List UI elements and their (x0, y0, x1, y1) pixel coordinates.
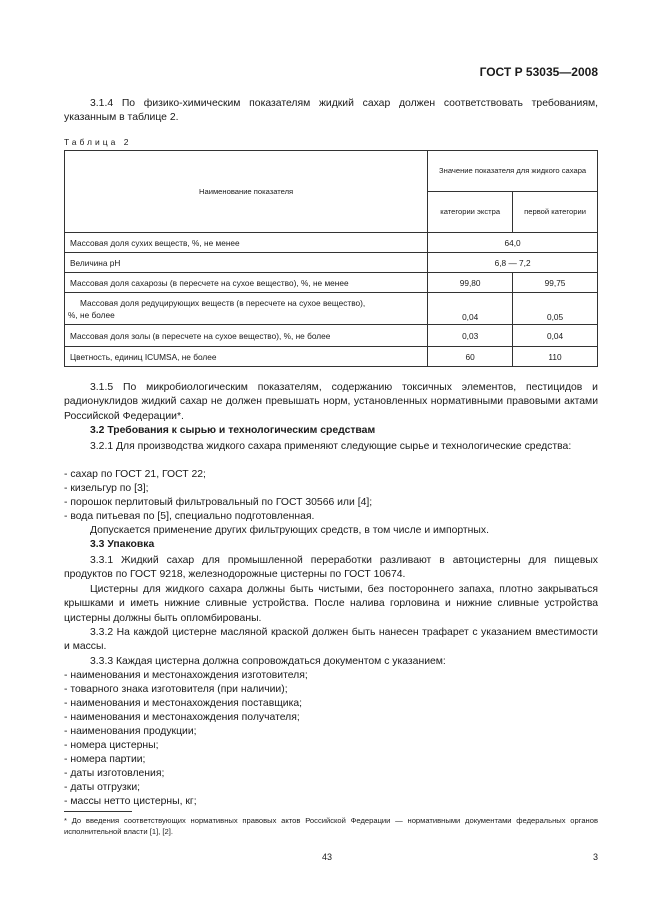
row-first: 0,05 (513, 293, 598, 325)
table-row (65, 253, 598, 273)
row-name: Величина pH (65, 253, 428, 273)
header-extra: категории экстра (428, 192, 513, 233)
list-item: - номера партии; (64, 754, 146, 765)
row-first: 0,04 (513, 325, 598, 347)
list-item: - наименования продукции; (64, 726, 197, 737)
properties-table (64, 150, 598, 367)
row-name: Массовая доля сахарозы (в пересчете на сухое вещество), %, не менее (65, 273, 428, 293)
header-name: Наименование показателя (65, 151, 428, 233)
page-number-right: 3 (592, 852, 598, 862)
header-value: Значение показателя для жидкого сахара (428, 151, 598, 192)
list-item: - товарного знака изготовителя (при наличии); (64, 684, 288, 695)
footnote: * До введения соответствующих нормативных правовых актов Российской Федерации — нормативными документами федеральных органов исполнительной власти [1], [2]. (64, 816, 598, 836)
row-value: 6,8 — 7,2 (428, 253, 598, 273)
list-item: - даты отгрузки; (64, 782, 141, 793)
list-item: - наименования и местонахождения изготовителя; (64, 670, 308, 681)
table-row (65, 233, 598, 253)
table-caption: Таблица 2 (64, 137, 132, 147)
paragraph-tanks: Цистерны для жидкого сахара должны быть чистыми, без постороннего запаха, плотно закрываться крышками и иметь нижние сливные устройства. После налива горловина и нижние сливные устройства цистерны должны быть опломбированы. (64, 584, 598, 624)
section-heading-3-3: 3.3 Упаковка (90, 539, 155, 550)
list-item: - вода питьевая по [5], специально подготовленная. (64, 511, 315, 522)
table-row (65, 347, 598, 367)
list-item: - сахар по ГОСТ 21, ГОСТ 22; (64, 469, 206, 480)
table-row (65, 293, 598, 325)
paragraph-3-3-1: 3.3.1 Жидкий сахар для промышленной переработки разливают в автоцистерны для пищевых продуктов по ГОСТ 9218, железнодорожные цистерны по ГОСТ 10674. (64, 555, 598, 581)
row-name-line1: Массовая доля редуцирующих веществ (в пересчете на сухое вещество), (80, 297, 366, 308)
paragraph-3-2-1: 3.2.1 Для производства жидкого сахара применяют следующие сырье и технологические средства: (90, 441, 572, 452)
row-extra: 0,03 (428, 325, 513, 347)
row-name-line2: %, не более (68, 309, 115, 320)
list-item: - наименования и местонахождения получателя; (64, 712, 300, 723)
list-item: - массы нетто цистерны, кг; (64, 796, 197, 807)
row-extra: 0,04 (428, 293, 513, 325)
row-first: 99,75 (513, 273, 598, 293)
table-row (65, 325, 598, 347)
list-item: - номера цистерны; (64, 740, 159, 751)
table-row (65, 273, 598, 293)
document-id: ГОСТ Р 53035—2008 (479, 65, 598, 79)
row-value: 64,0 (428, 233, 598, 253)
page-number-center: 43 (322, 852, 333, 862)
row-first: 110 (513, 347, 598, 367)
paragraph-3-3-2: 3.3.2 На каждой цистерне масляной краской должен быть нанесен трафарет с указанием вместимости и массы. (64, 627, 598, 653)
header-first: первой категории (513, 192, 598, 233)
list-item: - наименования и местонахождения поставщика; (64, 698, 303, 709)
row-extra: 99,80 (428, 273, 513, 293)
paragraph-filter-note: Допускается применение других фильтрующих средств, в том числе и импортных. (90, 525, 489, 536)
row-extra: 60 (428, 347, 513, 367)
paragraph-3-1-4: 3.1.4 По физико-химическим показателям жидкий сахар должен соответствовать требованиям, указанным в таблице 2. (64, 98, 598, 124)
section-heading-3-2: 3.2 Требования к сырью и технологическим средствам (90, 425, 376, 436)
list-item: - порошок перлитовый фильтровальный по ГОСТ 30566 или [4]; (64, 497, 373, 508)
paragraph-3-1-5: 3.1.5 По микробиологическим показателям, содержанию токсичных элементов, пестицидов и радионуклидов жидкий сахар не должен превышать норм, установленных нормативными правовыми актами Российской Федерации*. (64, 382, 598, 422)
row-name: Массовая доля сухих веществ, %, не менее (65, 233, 428, 253)
row-name: Цветность, единиц ICUMSA, не более (65, 347, 428, 367)
row-name (65, 293, 428, 325)
footnote-divider (64, 811, 132, 812)
list-item: - кизельгур по [3]; (64, 483, 149, 494)
row-name: Массовая доля золы (в пересчете на сухое вещество), %, не более (65, 325, 428, 347)
list-item: - даты изготовления; (64, 768, 165, 779)
paragraph-3-3-3: 3.3.3 Каждая цистерна должна сопровождаться документом с указанием: (90, 656, 446, 667)
